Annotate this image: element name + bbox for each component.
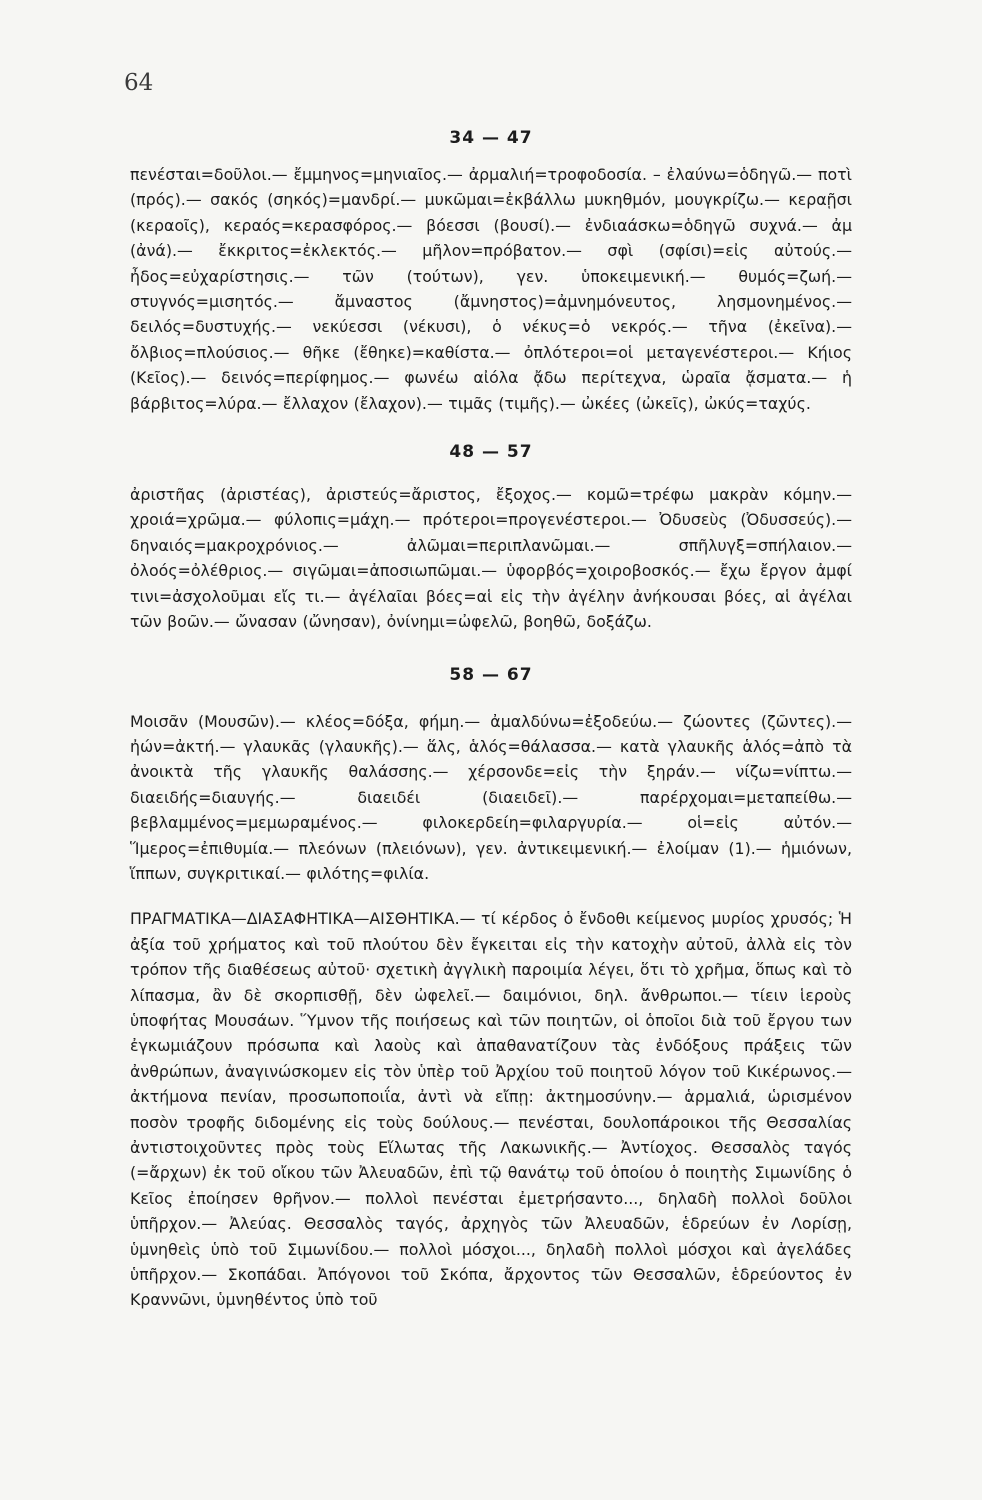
glossary-paragraph-34-47: πενέσται=δοῦλοι.— ἔμμηνος=μηνιαῖος.— ἀρμαλιή=τροφοδοσία. – ἐλαύνω=ὁδηγῶ.— ποτὶ (πρός).— σακός (σηκός)=μανδρί.— μυκῶμαι=ἐκβάλλω μυκηθμόν, μουγκρίζω.— κεραῇσι (κεραοῖς), κεραός=κερασφόρος.— βόεσσι (βουσί).— ἐνδιαάσκω=ὁδηγῶ συχνά.— ἀμ (ἀνά).— ἔκκριτος=ἐκλεκτός.— μῆλον=πρόβατον.— σφὶ (σφίσι)=εἰς αὐτούς.— ἦδος=εὐχαρίστησις.— τῶν (τούτων), γεν. ὑποκειμενική.— θυμός=ζωή.— στυγνός=μισητός.— ἄμναστος (ἄμνηστος)=ἀμνημόνευτος, λησμονημένος.— δειλός=δυστυχής.— νεκύεσσι (νέκυσι), ὁ νέκυς=ὁ νεκρός.— τῆνα (ἐκεῖνα).— ὄλβιος=πλούσιος.— θῆκε (ἔθηκε)=καθίστα.— ὀπλότεροι=οἱ μεταγενέστεροι.— Κήιος (Κεῖος).— δεινός=περίφημος.— φωνέω αἰόλα ᾄδω περίτεχνα, ὡραῖα ᾄσματα.— ἡ βάρβιτος=λύρα.— ἔλλαχον (ἔλαχον).— τιμᾶς (τιμῆς).— ὠκέες (ὠκεῖς), ὠκύς=ταχύς. — [130, 165, 852, 413]
glossary-paragraph-58-67: Μοισᾶν (Μουσῶν).— κλέος=δόξα, φήμη.— ἀμαλδύνω=ἐξοδεύω.— ζώοντες (ζῶντες).— ἠών=ἀκτή.— γλαυκᾶς (γλαυκῆς).— ἅλς, ἁλός=θάλασσα.— κατὰ γλαυκῆς ἁλός=ἀπὸ τὰ ἀνοικτὰ τῆς γλαυκῆς θαλάσσης.— χέρσονδε=εἰς τὴν ξηράν.— νίζω=νίπτω.— διαειδής=διαυγής.— διαειδέι (διαειδεῖ).— παρέρχομαι=μεταπείθω.— βεβλαμμένος=μεμωραμένος.— φιλοκερδείη=φιλαργυρία.— οἱ=εἰς αὐτόν.— Ἵμερος=ἐπιθυμία.— πλεόνων (πλειόνων), γεν. ἀντικειμενική.— ἐλοίμαν (1).— ἡμιόνων, ἵππων, συγκριτικαί.— φιλότης=φιλία. — [130, 711, 852, 883]
page-number: 64 — [124, 70, 154, 96]
commentary-paragraph: ΠΡΑΓΜΑΤΙΚΑ—ΔΙΑΣΑΦΗΤΙΚΑ—ΑΙΣΘΗΤΙΚΑ.— τί κέρδος ὁ ἔνδοθι κείμενος μυρίος χρυσός; Ἡ ἀξία τοῦ χρήματος καὶ τοῦ πλούτου δὲν ἔγκειται εἰς τὴν κατοχὴν αὐτοῦ, ἀλλὰ εἰς τὸν τρόπον τῆς διαθέσεως αὐτοῦ· σχετικὴ ἀγγλικὴ παροιμία λέγει, ὅτι τὸ χρῆμα, ὅπως καὶ τὸ λίπασμα, ἂν δὲ σκορπισθῇ, δὲν ὠφελεῖ.— δαιμόνιοι, δηλ. ἄνθρωποι.— τίειν ἱεροὺς ὑποφήτας Μουσάων. Ὕμνον τῆς ποιήσεως καὶ τῶν ποιητῶν, οἱ ὁποῖοι διὰ τοῦ ἔργου των ἐγκωμιάζουν πρόσωπα καὶ λαοὺς καὶ ἀπαθανατίζουν τὰς ἐνδόξους πράξεις τῶν ἀνθρώπων, ἀναγινώσκομεν εἰς τὸν ὑπὲρ τοῦ Ἀρχίου τοῦ ποιητοῦ λόγον τοῦ Κικέρωνος.— ἀκτήμονα πενίαν, προσωποποιΐα, ἀντὶ νὰ εἴπῃ: ἀκτημοσύνην.— ἁρμαλιά, ὡρισμένον ποσὸν τροφῆς διδομένης εἰς τοὺς δούλους.— πενέσται, δουλοπάροικοι τῆς Θεσσαλίας ἀντιστοιχοῦντες πρὸς τοὺς Εἵλωτας τῆς Λακωνικῆς.— Ἀντίοχος. Θεσσαλὸς ταγός (=ἄρχων) ἐκ τοῦ οἴκου τῶν Ἀλευαδῶν, ἐπὶ τῷ θανάτῳ τοῦ ὁποίου ὁ ποιητὴς Σιμωνίδης ὁ Κεῖος ἐποίησεν θρῆνον.— πολλοὶ πενέσται ἐμετρήσαντο..., δηλαδὴ πολλοὶ δοῦλοι ὑπῆρχον.— Ἀλεύας. Θεσσαλὸς ταγός, ἀρχηγὸς τῶν Ἀλευαδῶν, ἑδρεύων ἐν Λορίσῃ, ὑμνηθεὶς ὑπὸ τοῦ Σιμωνίδου.— πολλοὶ μόσχοι..., δηλαδὴ πολλοὶ μόσχοι καὶ ἀγελάδες ὑπῆρχον.— Σκοπάδαι. Ἀπόγονοι τοῦ Σκόπα, ἄρχοντος τῶν Θεσσαλῶν, ἑδρεύοντος ἐν Κραννῶνι, ὑμνηθέντος ὑπὸ τοῦ — [130, 909, 852, 1310]
section-heading-34-47: 34 — 47 — [449, 128, 533, 148]
page-content — [130, 128, 852, 1313]
section-heading-58-67: 58 — 67 — [449, 664, 533, 685]
glossary-paragraph-48-57: ἀριστῆας (ἀριστέας), ἀριστεύς=ἄριστος, ἔξοχος.— κομῶ=τρέφω μακρὰν κόμην.— χροιά=χρῶμα.— φύλοπις=μάχη.— πρότεροι=προγενέστεροι.— Ὀδυσεὺς (Ὀδυσσεύς).— δηναιός=μακροχρόνιος.— ἀλῶμαι=περιπλανῶμαι.— σπῆλυγξ=σπήλαιον.— ὀλοός=ὀλέθριος.— σιγῶμαι=ἀποσιωπῶμαι.— ὑφορβός=χοιροβοσκός.— ἔχω ἔργον ἀμφί τινι=ἀσχολοῦμαι εἴς τι.— ἀγέλαῖαι βόες=αἱ εἰς τὴν ἀγέλην ἀνήκουσαι βόες, αἱ ἀγέλαι τῶν βοῶν.— ὤνασαν (ὤνησαν), ὀνίνημι=ὠφελῶ, βοηθῶ, δοξάζω. — [130, 485, 852, 632]
section-heading-48-57: 48 — 57 — [449, 442, 533, 463]
